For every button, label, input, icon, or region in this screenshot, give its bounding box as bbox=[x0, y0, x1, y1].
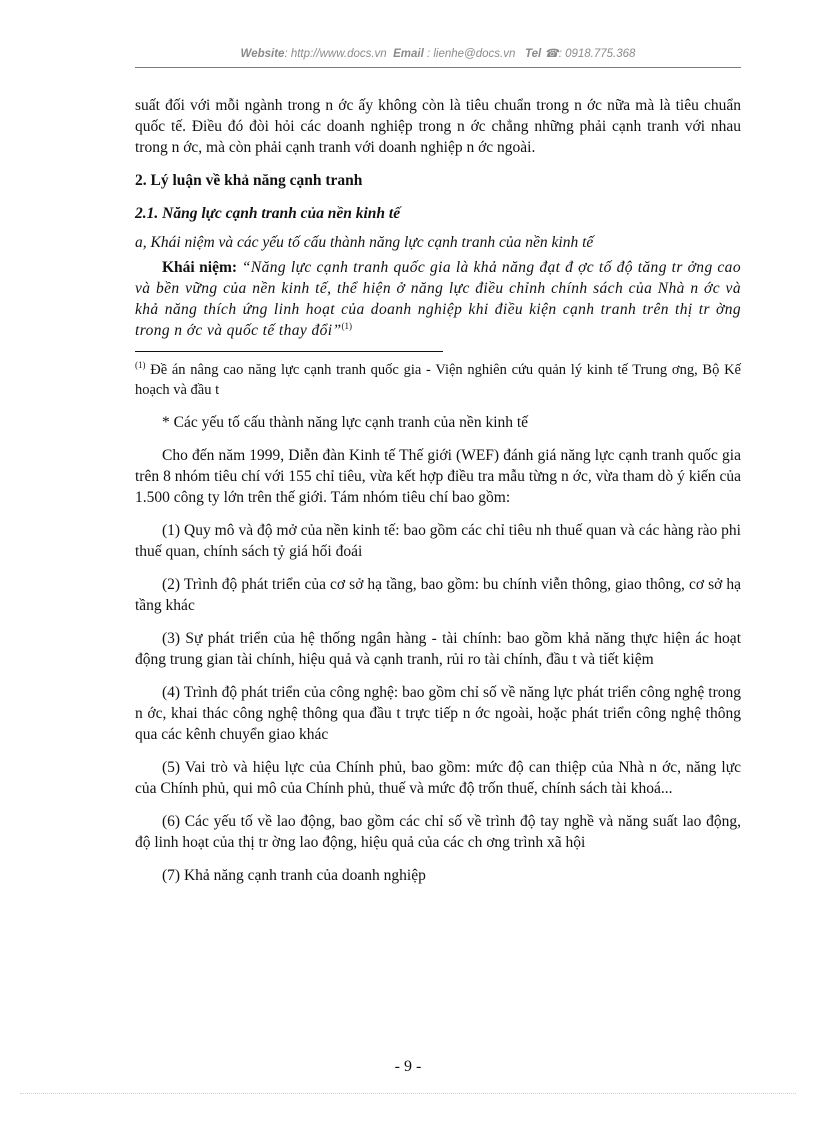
bottom-divider bbox=[20, 1093, 796, 1094]
intro-paragraph: suất đối với mỗi ngành trong n ớc ấy không còn là tiêu chuẩn trong n ớc nữa mà là tiêu chuẩn quốc tế. Điều đó đòi hỏi các doanh nghiệp trong n ớc chẳng những phải cạnh tranh với nhau trong n ớc, mà còn phải cạnh tranh với doanh nghiệp n ớc ngoài. bbox=[135, 97, 741, 156]
section-heading-2: 2. Lý luận về khả năng cạnh tranh bbox=[135, 172, 363, 189]
website-label: Website bbox=[240, 48, 285, 60]
concept-paragraph bbox=[135, 257, 741, 341]
header-divider bbox=[135, 67, 741, 68]
criteria-item-4: (4) Trình độ phát triển của công nghệ: bao gồm chỉ số về năng lực phát triển công nghệ trong n ớc, khai thác công nghệ thông qua đầu t trực tiếp n ớc ngoài, hoặc phát triển công nghệ thông qua các kênh chuyển giao khác bbox=[135, 684, 741, 743]
subheading-a: a, Khái niệm và các yếu tố cấu thành năng lực cạnh tranh của nền kinh tế bbox=[135, 234, 594, 251]
page-number: - 9 - bbox=[394, 1058, 422, 1075]
tel-label: Tel bbox=[524, 48, 542, 60]
section-heading-2-1: 2.1. Năng lực cạnh tranh của nền kinh tế bbox=[135, 205, 401, 222]
tel-value: : 0918.775.368 bbox=[558, 48, 636, 60]
concept-label: Khái niệm: bbox=[162, 259, 238, 276]
criteria-item-2: (2) Trình độ phát triển của cơ sở hạ tầng, bao gồm: bu chính viễn thông, giao thông, cơ sở hạ tầng khác bbox=[135, 576, 741, 614]
page-header bbox=[135, 46, 741, 60]
footnote bbox=[135, 360, 741, 400]
email-value[interactable]: : lienhe@docs.vn bbox=[423, 48, 516, 60]
document-body bbox=[135, 95, 741, 886]
criteria-item-3: (3) Sự phát triển của hệ thống ngân hàng - tài chính: bao gồm khả năng thực hiện ác hoạt động trung gian tài chính, hiệu quả và cạnh tranh, rủi ro tài chính, đầu t và tiết kiệm bbox=[135, 630, 741, 668]
concept-quote: “Năng lực cạnh tranh quốc gia là khả năng đạt đ ợc tố độ tăng tr ởng cao và bền vững của nền kinh tế, thể hiện ở năng lực điều chỉnh chính sách của Nhà n ớc và khả năng thích ứng linh hoạt của doanh nghiệp khi điều kiện cạnh tranh trên thị tr ờng trong n ớc và quốc tế thay đổi” bbox=[135, 259, 741, 339]
website-value[interactable]: : http://www.docs.vn bbox=[284, 48, 387, 60]
footnote-divider bbox=[135, 351, 443, 352]
factors-heading: * Các yếu tố cấu thành năng lực cạnh tranh của nền kinh tế bbox=[162, 414, 529, 431]
criteria-item-6: (6) Các yếu tố về lao động, bao gồm các chỉ số về trình độ tay nghề và năng suất lao động, độ linh hoạt của thị tr ờng lao động, hiệu quả của các ch ơng trình xã hội bbox=[135, 813, 741, 851]
phone-icon: ☎ bbox=[544, 48, 559, 60]
criteria-item-7: (7) Khả năng cạnh tranh của doanh nghiệp bbox=[162, 867, 426, 884]
criteria-item-1: (1) Quy mô và độ mở của nền kinh tế: bao gồm các chỉ tiêu nh thuế quan và các hàng rào phi thuế quan, chính sách tỷ giá hối đoái bbox=[135, 522, 741, 560]
wef-paragraph: Cho đến năm 1999, Diễn đàn Kinh tế Thế giới (WEF) đánh giá năng lực cạnh tranh quốc gia trên 8 nhóm tiêu chí với 155 chỉ tiêu, vừa kết hợp điều tra mẫu từng n ớc, vừa tham dò ý kiến của 1.500 công ty lớn trên thế giới. Tám nhóm tiêu chí bao gồm: bbox=[135, 447, 741, 506]
footnote-marker: (1) bbox=[135, 360, 146, 371]
footnote-text: Đề án nâng cao năng lực cạnh tranh quốc gia - Viện nghiên cứu quản lý kinh tế Trung ơng, Bộ Kế hoạch và đầu t bbox=[135, 362, 741, 398]
criteria-item-5: (5) Vai trò và hiệu lực của Chính phủ, bao gồm: mức độ can thiệp của Nhà n ớc, năng lực của Chính phủ, qui mô của Chính phủ, thuế và mức độ trốn thuế, chính sách tài khoá... bbox=[135, 759, 741, 797]
email-label: Email bbox=[393, 48, 424, 60]
footnote-ref[interactable]: (1) bbox=[341, 320, 352, 331]
